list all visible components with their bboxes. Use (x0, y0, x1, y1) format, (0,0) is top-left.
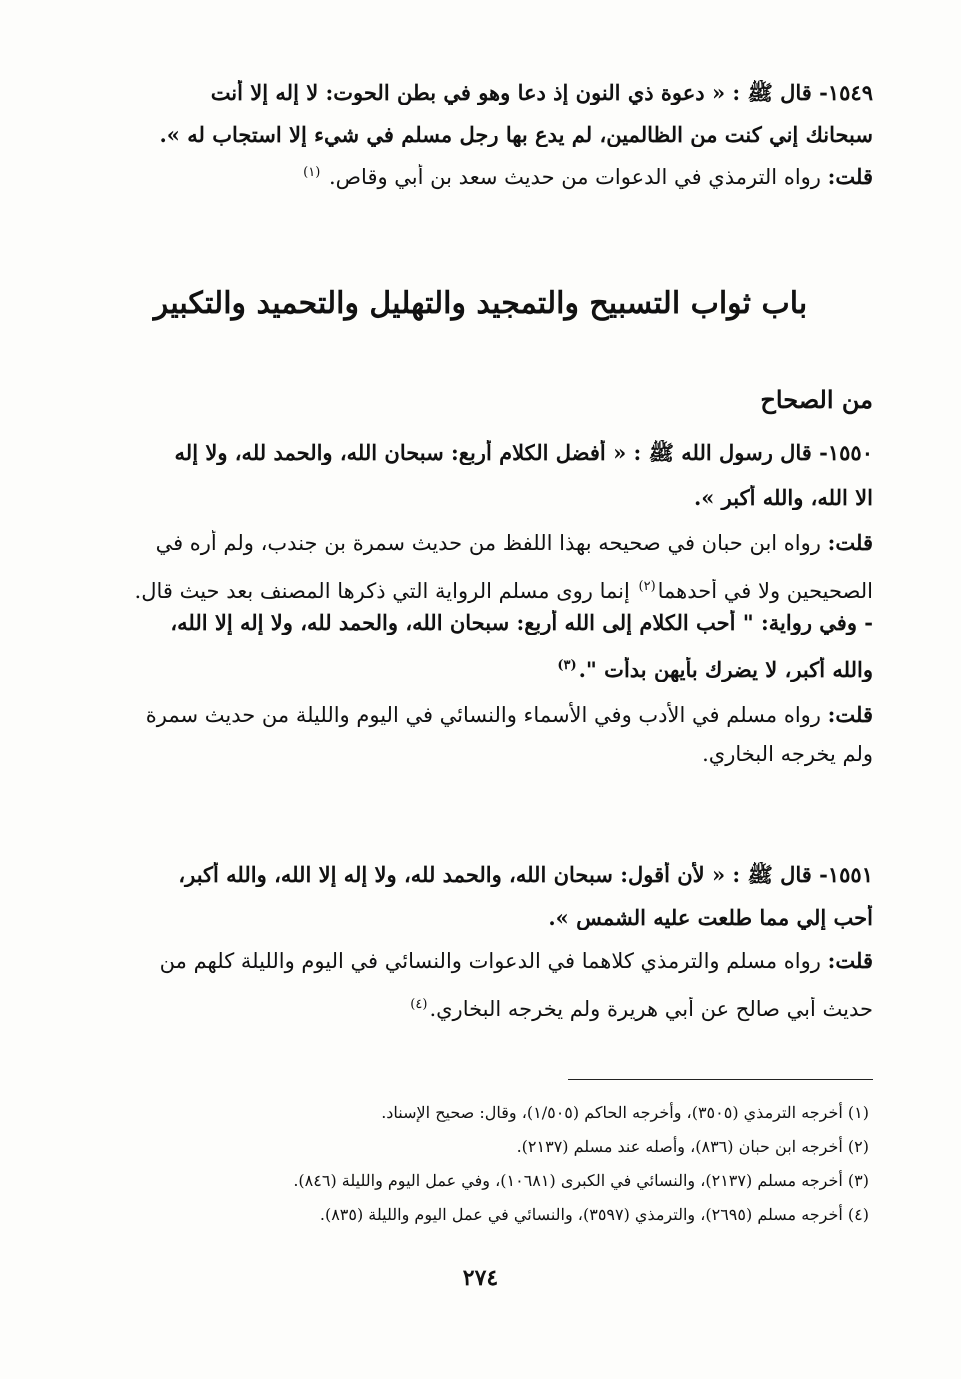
section-block (83, 386, 873, 415)
hadith-1551-note-line-2 (83, 997, 873, 1022)
hadith-1549-note (83, 164, 873, 190)
footnote-3: (٣) أخرجه مسلم (٢١٣٧)، والنسائي في الكبرى (١٠٦٨١)، وفي عمل اليوم والليلة (٨٤٦). (293, 1171, 869, 1190)
hadith-1551 (83, 862, 873, 1022)
note-label: قلت: (827, 702, 873, 728)
footnote-4: (٤) أخرجه مسلم (٢٦٩٥)، والترمذي (٣٥٩٧)، والنسائي في عمل اليوم والليلة (٨٣٥). (319, 1205, 869, 1224)
footnote-2: (٢) أخرجه ابن حبان (٨٣٦)، وأصله عند مسلم (٢١٣٧). (516, 1137, 869, 1156)
note-text: رواه مسلم والترمذي كلاهما في الدعوات والنسائي في اليوم والليلة كلهم من (159, 949, 821, 974)
hadith-1549-line-1: ١٥٤٩- قال ﷺ : « دعوة ذي النون إذ دعا وهو في بطن الحوت: لا إله إلا أنت (210, 80, 873, 105)
hadith-1550-note-line-2 (83, 579, 873, 604)
hadith-1550-note-line-1 (83, 530, 873, 556)
hadith-1550-note2-line-2: ولم يخرجه البخاري. (702, 742, 873, 767)
note-label: قلت: (827, 948, 873, 974)
chapter-title: باب ثواب التسبيح والتمجيد والتهليل والتحميد والتكبير (153, 286, 808, 321)
hadith-1551-line-1: ١٥٥١- قال ﷺ : « لأن أقول: سبحان الله، والحمد لله، ولا إله إلا الله، والله أكبر، (178, 862, 873, 887)
hadith-1551-line-2: أحب إلي مما طلعت عليه الشمس ». (548, 905, 873, 931)
riwaya-line-2 (83, 657, 873, 682)
hadith-1550-line-2: الا الله، والله أكبر ». (693, 485, 873, 511)
section-title: من الصحاح (760, 386, 873, 414)
footnote-ref-4: (٤) (410, 996, 428, 1012)
note-text: إنما روى مسلم الرواية التي ذكرها المصنف بعد حيث قال. (134, 578, 630, 603)
footnote-ref-2: (٢) (638, 578, 656, 594)
note-text: الصحيحين ولا في أحدهما (657, 578, 873, 603)
note-text: رواه الترمذي في الدعوات من حديث سعد بن أبي وقاص. (328, 165, 821, 190)
riwaya-line-1: - وفي رواية: " أحب الكلام إلى الله أربع: سبحان الله، والحمد لله، ولا إله إلا الله، (170, 609, 873, 635)
note-text: رواه مسلم في الأدب وفي الأسماء والنسائي في اليوم والليلة من حديث سمرة (145, 703, 821, 728)
hadith-1549 (83, 80, 873, 191)
note-label: قلت: (827, 530, 873, 556)
footnotes (89, 1096, 869, 1232)
footnote-ref-1: (١) (303, 165, 321, 181)
footnote-ref-3: (٣) (557, 657, 577, 673)
page-number: ٢٧٤ (462, 1265, 499, 1291)
footnote-separator (568, 1079, 873, 1080)
hadith-1550-note2-line-1 (83, 702, 873, 728)
note-text: رواه ابن حبان في صحيحه بهذا اللفظ من حديث سمرة بن جندب، ولم أره في (155, 531, 821, 556)
note-text: حديث أبي صالح عن أبي هريرة ولم يخرجه البخاري. (429, 996, 873, 1021)
hadith-1550 (83, 440, 873, 768)
riwaya-text: والله أكبر، لا يضرك بأيهن بدأت ". (578, 656, 873, 682)
footnote-1: (١) أخرجه الترمذي (٣٥٠٥)، وأخرجه الحاكم (١/٥٠٥)، وقال: صحيح الإسناد. (381, 1103, 869, 1122)
note-label: قلت: (827, 164, 873, 190)
hadith-1551-note-line-1 (83, 948, 873, 974)
hadith-1549-line-2: سبحانك إني كنت من الظالمين، لم يدع بها رجل مسلم في شيء إلا استجاب له ». (159, 122, 873, 148)
hadith-1550-line-1: ١٥٥٠- قال رسول الله ﷺ : « أفضل الكلام أربع: سبحان الله، والحمد لله، ولا إله (174, 440, 873, 465)
